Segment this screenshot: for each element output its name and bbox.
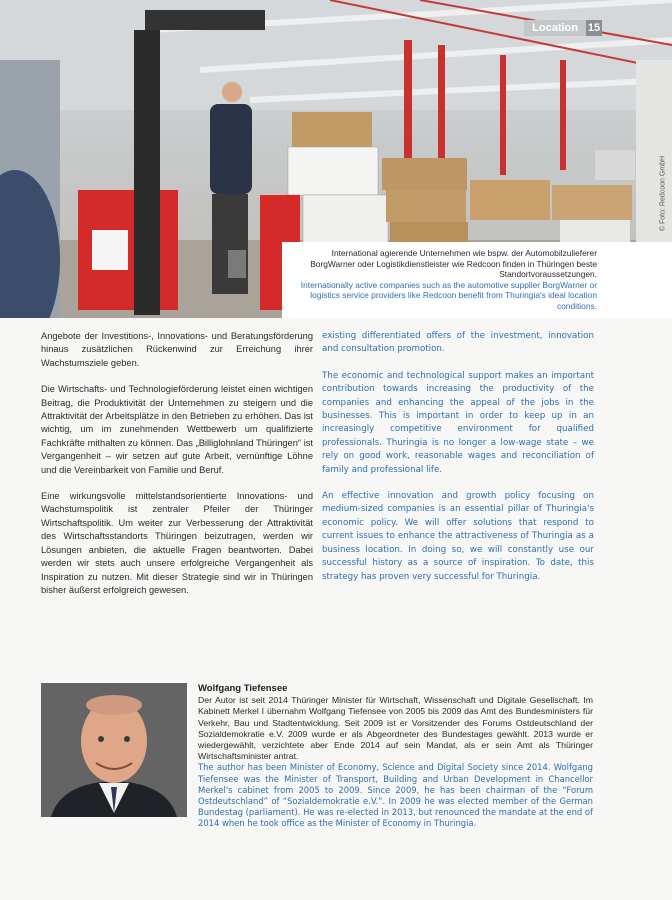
english-column	[322, 330, 594, 597]
english-paragraph: existing differentiated offers of the investment, innovation and consultation promotion.	[322, 331, 594, 355]
german-paragraph: Die Wirtschafts- und Technologieförderung leistet einen wichtigen Beitrag, die Produktivität der Unternehmen zu steigern und die Attraktivität der Arbeitsplätze in den Betrieben zu erhöhen. Das ist wichtig, um im zunehmenden Wettbewerb um qualifizierte Fachkräfte mithalten zu können. Das „Billiglohnland Thüringen“ ist Vergangenheit – wir setzen auf gute Arbeit, vernünftige Löhne und die Vereinbarkeit von Familie und Beruf.	[41, 384, 313, 475]
german-paragraph: Eine wirkungsvolle mittelstandsorientierte Innovations- und Wachstumspolitik ist zentraler Pfeiler der Thüringer Wirtschaftspolitik. Um weiter zur Verbesserung der Attraktivität des Wirtschaftsstandorts Thüringen beizutragen, werden wir Lösungen anbieten, die aktuelle Fragen beantworten. Dabei werden wir stets auch unsere erfolgreiche Vergangenheit als Inspiration zu nutzen. Mit dieser Strategie sind wir in Thüringen bisher äußerst erfolgreich gewesen.	[41, 491, 313, 595]
english-paragraph: An effective innovation and growth policy focusing on medium-sized companies is an essential pillar of Thuringia's economic policy. We will offer solutions that respond to current issues to enhance the attractiveness of Thuringia as a business location. In doing so, we will constantly use our successful history as a source of inspiration. To date, this strategy has proven very successful for Thuringia.	[322, 491, 594, 582]
author-bio	[198, 683, 593, 830]
german-paragraph: Angebote der Investitions-, Innovations- und Beratungsförderung hinaus zusätzlichen Rückenwind zur Erreichung ihrer Wachstumsziele geben.	[41, 331, 313, 368]
english-paragraph: The economic and technological support makes an important contribution towards increasing the productivity of the companies and enhancing the appeal of the jobs in the businesses. This is important in order to keep up in an increasingly competitive environment for qualified professionals. Thuringia is no longer a low-wage state – we rely on good work, reasonable wages and reconciliation of family and professional life.	[322, 370, 594, 475]
page-number: 15	[587, 22, 601, 34]
hero-photo	[0, 0, 672, 318]
caption-english: Internationally active companies such as the automotive supplier BorgWarner or logistics service providers like Redcoon benefit from Thuringia's ideal location conditions.	[300, 279, 597, 311]
german-column	[41, 330, 313, 610]
portrait-illustration	[41, 683, 187, 817]
photo-credit: © Foto: Redcoon GmbH	[659, 155, 667, 232]
author-name: Wolfgang Tiefensee	[198, 683, 288, 694]
section-label: Location	[524, 20, 586, 36]
author-bio-english: The author has been Minister of Economy, Science and Digital Society since 2014. Wolfgang Tiefensee was the Minister of Transport, Building and Urban Development in Chancellor Merkel's cabinet from 2005 to 2009. Since 2009, he has been chairman of the “Forum Ostdeutschland” of “Sozialdemokratie e.V.”. In 2009 he was elected member of the German Bundestag (parliament). He was re-elected in 2013, but renounced the mandate at the end of 2014 when he took office as the Minister of Economy in Thuringia.	[198, 762, 593, 829]
photo-caption	[287, 248, 597, 311]
author-bio-german: Der Autor ist seit 2014 Thüringer Minister für Wirtschaft, Wissenschaft und Digitale Gesellschaft. Im Kabinett Merkel I übernahm Wolfgang Tiefensee von 2005 bis 2009 das Amt des Bundesministers für Verkehr, Bau und Stadtentwicklung. Seit 2009 ist er Vorsitzender des Forums Ostdeutschland der Sozialdemokratie e.V. 2009 wurde er als Abgeordneter des Bundestages gewählt. 2013 wurde er wiedergewählt, verzichtete aber Ende 2014 auf sein Mandat, als er sein Amt als Thüringer Wirtschaftsminister antrat.	[198, 695, 593, 762]
caption-german: International agierende Unternehmen wie bspw. der Automobilzulieferer BorgWarner oder Logistikdienstleister wie Redcoon finden in Thüringen beste Standortvoraussetzungen.	[310, 248, 597, 279]
author-portrait	[41, 683, 187, 817]
